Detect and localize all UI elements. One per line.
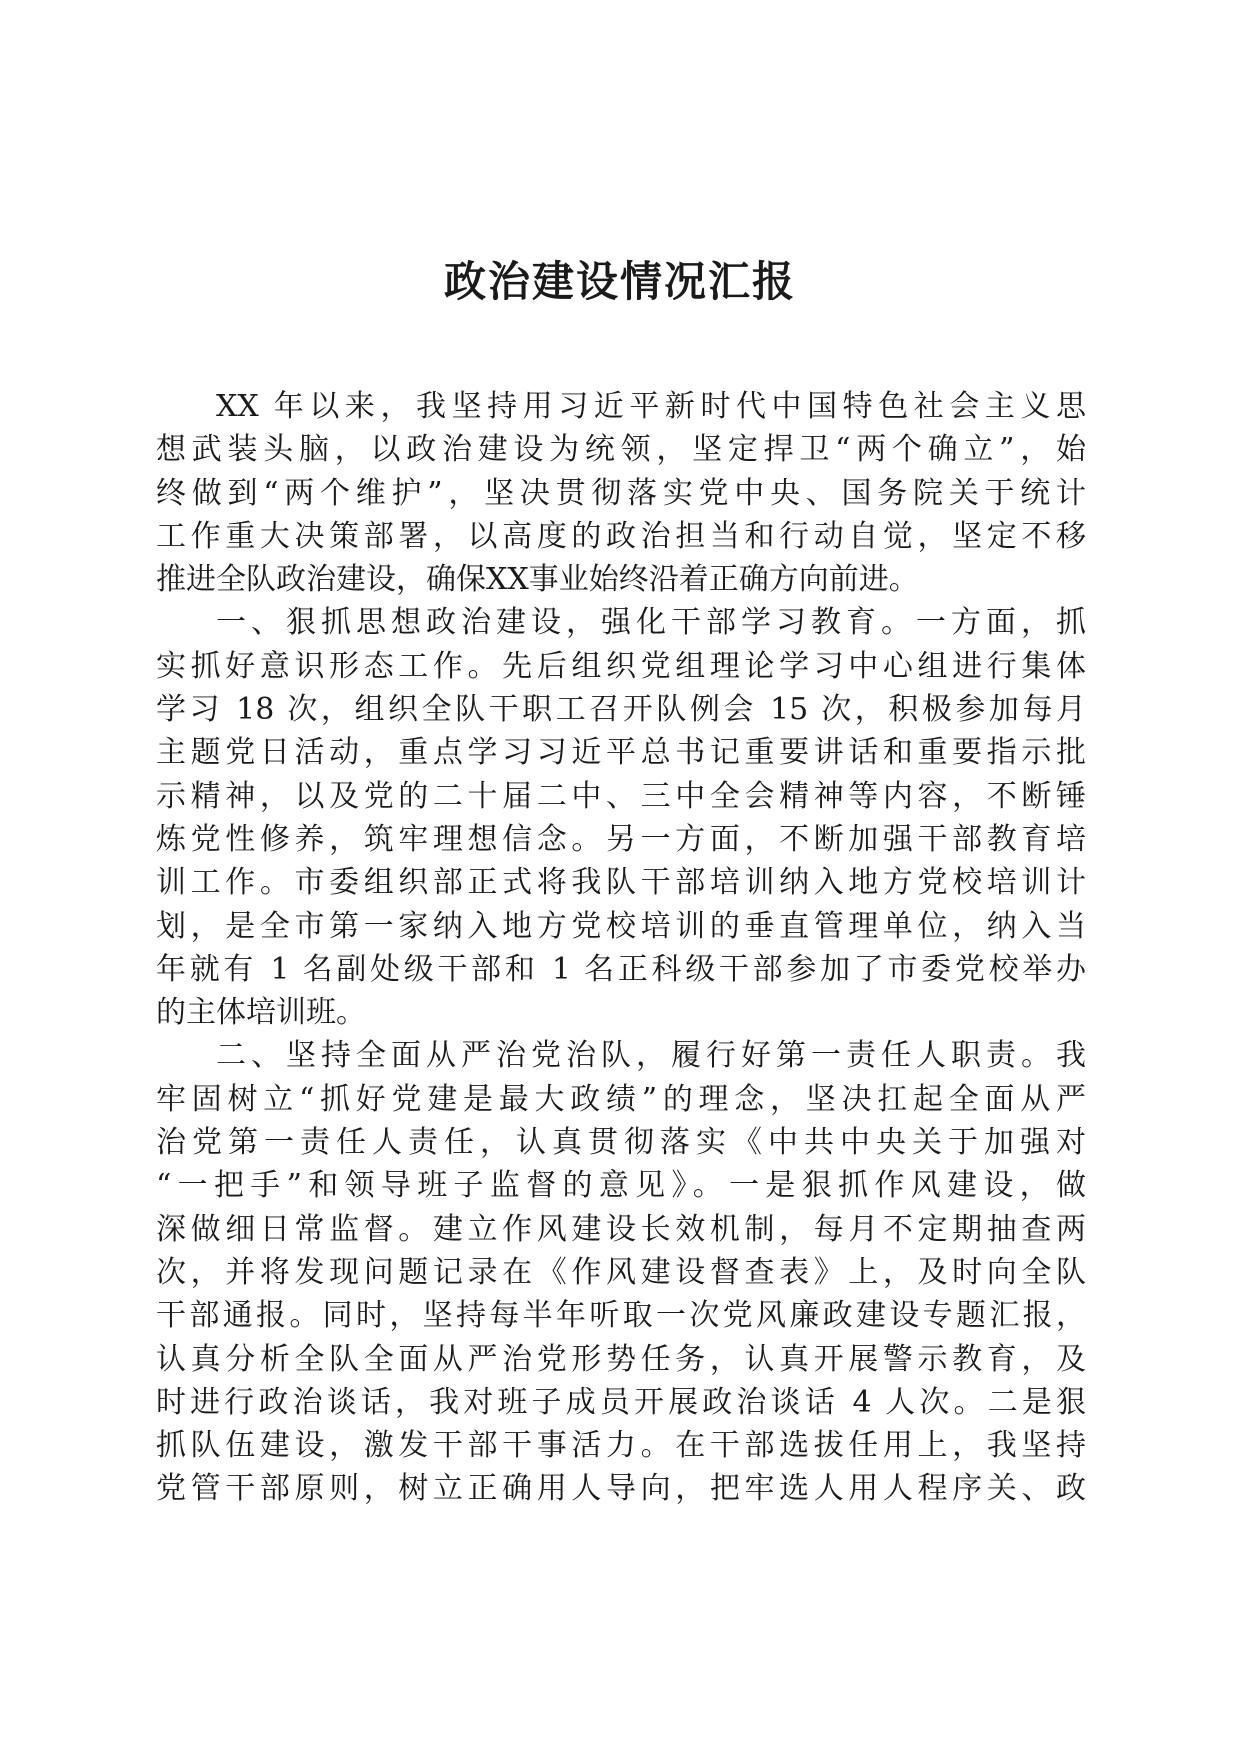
text-line: 认真分析全队全面从严治党形势任务，认真开展警示教育，及 [156,1341,1086,1377]
text-line: 一、狠抓思想政治建设，强化干部学习教育。一方面，抓 [216,605,1086,641]
text-line: 的主体培训班。 [156,995,366,1031]
text-line: “一把手”和领导班子监督的意见》。一是狠抓作风建设，做 [156,1168,1086,1204]
text-line: 炼党性修养，筑牢理想信念。另一方面，不断加强干部教育培 [156,821,1086,857]
text-line: 抓队伍建设，激发干部干事活力。在干部选拔任用上，我坚持 [156,1428,1086,1464]
text-line: 干部通报。同时，坚持每半年听取一次党风廉政建设专题汇报， [156,1298,1086,1334]
text-line: 学习 18 次，组织全队干职工召开队例会 15 次，积极参加每月 [156,692,1086,728]
text-line: 终做到“两个维护”，坚决贯彻落实党中央、国务院关于统计 [156,475,1086,511]
text-line: 推进全队政治建设，确保XX事业始终沿着正确方向前进。 [156,562,919,598]
text-line: 次，并将发现问题记录在《作风建设督查表》上，及时向全队 [156,1254,1086,1290]
text-line: 想武装头脑，以政治建设为统领，坚定捍卫“两个确立”，始 [156,432,1086,468]
document-title: 政治建设情况汇报 [443,257,796,306]
text-line: XX 年以来，我坚持用习近平新时代中国特色社会主义思 [216,389,1086,424]
text-line: 工作重大决策部署，以高度的政治担当和行动自觉，坚定不移 [156,518,1086,554]
text-line: 党管干部原则，树立正确用人导向，把牢选人用人程序关、政 [156,1471,1086,1507]
text-line: 牢固树立“抓好党建是最大政绩”的理念，坚决扛起全面从严 [156,1081,1086,1117]
text-line: 主题党日活动，重点学习习近平总书记重要讲话和重要指示批 [156,735,1086,771]
text-line: 二、坚持全面从严治党治队，履行好第一责任人职责。我 [216,1038,1086,1074]
text-line: 划，是全市第一家纳入地方党校培训的垂直管理单位，纳入当 [156,908,1086,944]
document-body [156,385,1086,1511]
text-line: 示精神，以及党的二十届二中、三中全会精神等内容，不断锤 [156,778,1086,814]
text-line: 时进行政治谈话，我对班子成员开展政治谈话 4 人次。二是狠 [156,1384,1086,1420]
text-line: 治党第一责任人责任，认真贯彻落实《中共中央关于加强对 [156,1125,1086,1161]
text-line: 实抓好意识形态工作。先后组织党组理论学习中心组进行集体 [156,648,1086,684]
text-line: 深做细日常监督。建立作风建设长效机制，每月不定期抽查两 [156,1211,1086,1247]
text-line: 训工作。市委组织部正式将我队干部培训纳入地方党校培训计 [156,865,1086,901]
text-line: 年就有 1 名副处级干部和 1 名正科级干部参加了市委党校举办 [156,951,1086,987]
